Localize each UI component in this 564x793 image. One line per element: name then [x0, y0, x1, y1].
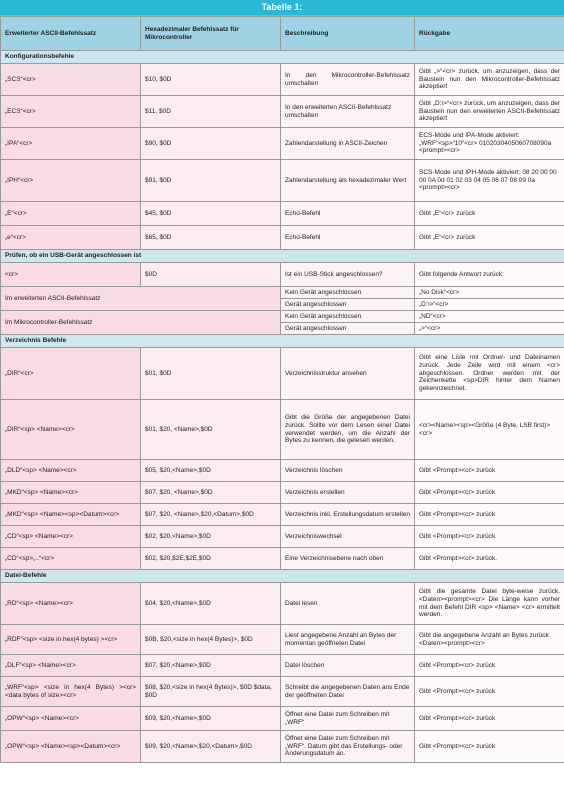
cell-description: Zahlendarstellung in ASCII-Zeichen [281, 128, 415, 160]
cell-description: Verzeichnisstruktur ansehen [281, 348, 415, 400]
table-title: Tabelle 1: [0, 0, 564, 16]
cell-hex: $02, $20,<Name>,$0D [141, 526, 281, 548]
table-row [1, 677, 564, 707]
cell-ascii: „IPA“<cr> [1, 128, 141, 160]
table-row [1, 128, 564, 160]
cell-return: Gibt <Prompt><cr> zurück [415, 655, 564, 677]
cell-ascii: „IPH“<cr> [1, 160, 141, 202]
section-row [1, 335, 564, 348]
cell-hex: $07, $20, <Name>,$20,<Datum>,$0D [141, 504, 281, 526]
cell-hex: $01, $20, <Name>,$0D [141, 400, 281, 460]
table-row [1, 655, 564, 677]
cell-description: Gibt die Größe der angegebenen Datei zurück. Sollte vor dem Lesen einer Datei verwendet werden, um die Anzahl der Bytes zu kennen, die gelesen werden. [281, 400, 415, 460]
cell-hex: $0B, $20,<size in hex(4 Bytes)>, $0D [141, 625, 281, 655]
cell-description: Schreibt die angegebenen Daten ans Ende der geöffneten Datei [281, 677, 415, 707]
section-title: Prüfen, ob ein USB-Gerät angeschlossen ist [1, 250, 564, 263]
table-row [1, 311, 564, 323]
table-row [1, 482, 564, 504]
cell-hex: $0D [141, 263, 281, 287]
cell-ascii: „WRF“<sp> <size in hex(4 Bytes) ><cr> <data bytes of size><cr> [1, 677, 141, 707]
section-title: Verzeichnis Befehle [1, 335, 564, 348]
cell-return: SCS-Mode und IPH-Mode aktiviert: 08 20 00 00 00 0A 0d 01 02 03 04 05 06 07 08 09 0a <prompt><cr> [415, 160, 564, 202]
section-row [1, 570, 564, 583]
cell-hex: $09, $20,<Name>,$0D [141, 707, 281, 731]
cell-ascii: „DLF“<sp> <Name><cr> [1, 655, 141, 677]
cell-ascii: „OPW“<sp> <Name><sp><Datum><cr> [1, 731, 141, 763]
cell-hex: $09, $20,<Name>,$20,<Datum>,$0D [141, 731, 281, 763]
cell-return: Gibt <Prompt><cr> zurück [415, 677, 564, 707]
cell-description: Öffnet eine Datei zum Schreiben mit „WRF“. Datum gibt das Erstellungs- oder Änderungsdatum an. [281, 731, 415, 763]
table-row [1, 96, 564, 128]
cell-ascii: „E“<cr> [1, 202, 141, 226]
table-row [1, 160, 564, 202]
cell-hex: $90, $0D [141, 128, 281, 160]
cell-description: Echo-Befehl [281, 226, 415, 250]
cell-description: Kein Gerät angeschlossen [281, 287, 415, 299]
cell-hex: $04, $20,<Name>,$0D [141, 583, 281, 625]
cell-return: ECS-Mode und IPA-Mode aktiviert: „WRF“<sp>“10“<cr> 0102030405060708090a <prompt><cr> [415, 128, 564, 160]
cell-hex: $08, $20,<size in hex(4 Bytes)>, $0D $data, $0D [141, 677, 281, 707]
cell-hex: $91, $0D [141, 160, 281, 202]
cell-ascii: „RD“<sp> <Name><cr> [1, 583, 141, 625]
cell-ascii: „CD“<sp>„..“<cr> [1, 548, 141, 570]
cell-ascii: „DIR“<cr> [1, 348, 141, 400]
cell-return: Gibt folgende Antwort zurück: [415, 263, 564, 287]
cell-ascii: <cr> [1, 263, 141, 287]
header-row [1, 17, 564, 51]
cell-ascii: „DIR“<sp> <Name><cr> [1, 400, 141, 460]
cell-description: Öffnet eine Datei zum Schreiben mit „WRF“ [281, 707, 415, 731]
table-row [1, 263, 564, 287]
cell-hex: $01, $0D [141, 348, 281, 400]
cell-description: Gerät angeschlossen [281, 299, 415, 311]
cell-ascii: „DLD“<sp> <Name><cr> [1, 460, 141, 482]
header-description: Beschreibung [281, 17, 415, 51]
cell-mode: Im erweiterten ASCII-Befehlssatz [1, 287, 281, 311]
cell-description: Gerät angeschlossen [281, 323, 415, 335]
cell-return: Gibt eine Liste mit Ordner- und Dateinamen zurück. Jede Zeile wird mit einem <cr> abgeschlossen. Ordner werden mit der Zeichenkette <sp>DIR hinter dem Namen gekennzeichnet. [415, 348, 564, 400]
section-title: Datei-Befehle [1, 570, 564, 583]
cell-return: „>“<cr> [415, 323, 564, 335]
cell-description: Eine Verzeichnisebene nach oben [281, 548, 415, 570]
cell-hex: $11, $0D [141, 96, 281, 128]
table-row [1, 226, 564, 250]
cell-description: Verzeichniswechsel [281, 526, 415, 548]
command-table [0, 16, 564, 763]
cell-return: Gibt die gesamte Datei byte-weise zurück. <Daten><prompt><cr> Die Länge kann vorher mit dem Befehl DIR <sp> <Name> <cr> ermittelt werden. [415, 583, 564, 625]
cell-hex: $65, $0D [141, 226, 281, 250]
cell-return: Gibt <Prompt><cr> zurück [415, 731, 564, 763]
cell-return: Gibt „>“<cr> zurück, um anzuzeigen, dass der Baustein nun den Mikrocontroller-Befehlssatz akzeptiert [415, 64, 564, 96]
table-row [1, 625, 564, 655]
cell-return: Gibt <Prompt><cr> zurück [415, 707, 564, 731]
cell-return: „No Disk“<cr> [415, 287, 564, 299]
cell-description: Echo-Befehl [281, 202, 415, 226]
table-row [1, 64, 564, 96]
cell-ascii: „RDF“<sp> <size in hex(4 bytes) ><cr> [1, 625, 141, 655]
section-row [1, 51, 564, 64]
cell-return: Gibt <Prompt><cr> zurück [415, 526, 564, 548]
table-row [1, 707, 564, 731]
header-hex: Hexadezimaler Befehlssatz für Mikrocontroller [141, 17, 281, 51]
table-row [1, 348, 564, 400]
cell-ascii: „MKD“<sp> <Name><cr> [1, 482, 141, 504]
cell-description: Verzeichnis erstellen [281, 482, 415, 504]
cell-description: Datei löschen [281, 655, 415, 677]
section-title: Konfigurationsbefehle [1, 51, 564, 64]
cell-description: Verzeichnis löschen [281, 460, 415, 482]
cell-ascii: „CD“<sp> <Name><cr> [1, 526, 141, 548]
cell-return: „ND“<cr> [415, 311, 564, 323]
cell-return: <cr><Name><sp><Größe (4 Byte, LSB first)><cr> [415, 400, 564, 460]
cell-return: „D:\>“<cr> [415, 299, 564, 311]
cell-ascii: „e“<cr> [1, 226, 141, 250]
cell-hex: $10, $0D [141, 64, 281, 96]
cell-return: Gibt <Prompt><cr> zurück [415, 482, 564, 504]
table-row [1, 287, 564, 299]
table-row [1, 548, 564, 570]
cell-return: Gibt <Prompt><cr> zurück. [415, 548, 564, 570]
table-row [1, 460, 564, 482]
cell-return: Gibt <Prompt><cr> zurück [415, 504, 564, 526]
cell-hex: $07, $20, <Name>,$0D [141, 482, 281, 504]
cell-ascii: „MKD“<sp> <Name><sp><Datum><cr> [1, 504, 141, 526]
cell-description: Liest angegebene Anzahl an Bytes der momentan geöffneten Datei [281, 625, 415, 655]
cell-description: Datei lesen [281, 583, 415, 625]
cell-ascii: „SCS“<cr> [1, 64, 141, 96]
cell-mode: Im Mikrocontroller-Befehlssatz [1, 311, 281, 335]
table-row [1, 583, 564, 625]
cell-description: Kein Gerät angeschlossen [281, 311, 415, 323]
cell-description: Zahlendarstellung als hexadezimaler Wert [281, 160, 415, 202]
cell-return: Gibt „D:\>“<cr> zurück, um anzuzeigen, dass der Baustein nun den erweiterten ASCII-Befehlssatz akzeptiert [415, 96, 564, 128]
cell-description: In den Mikrocontroller-Befehlssatz umschalten [281, 64, 415, 96]
cell-hex: $07, $20,<Name>,$0D [141, 655, 281, 677]
table-row [1, 202, 564, 226]
cell-return: Gibt die angegebene Anzahl an Bytes zurück <Daten><prompt><cr> [415, 625, 564, 655]
cell-hex: $05, $20,<Name>,$0D [141, 460, 281, 482]
cell-hex: $02, $20,$2E,$2E,$0D [141, 548, 281, 570]
table-row [1, 504, 564, 526]
table-row [1, 400, 564, 460]
cell-description: In den erweiterten ASCII-Befehlssatz umschalten [281, 96, 415, 128]
cell-return: Gibt <Prompt><cr> zurück [415, 460, 564, 482]
cell-ascii: „OPW“<sp> <Name><cr> [1, 707, 141, 731]
cell-description: Verzeichnis inkl. Erstellungsdatum erstellen [281, 504, 415, 526]
table-row [1, 526, 564, 548]
header-ascii: Erweiterter ASCII-Befehlssatz [1, 17, 141, 51]
section-row [1, 250, 564, 263]
cell-description: Ist ein USB-Stick angeschlossen? [281, 263, 415, 287]
cell-return: Gibt „E“<cr> zurück [415, 226, 564, 250]
cell-return: Gibt „E“<cr> zurück [415, 202, 564, 226]
table-row [1, 731, 564, 763]
header-return: Rückgabe [415, 17, 564, 51]
cell-ascii: „ECS“<cr> [1, 96, 141, 128]
cell-hex: $45, $0D [141, 202, 281, 226]
